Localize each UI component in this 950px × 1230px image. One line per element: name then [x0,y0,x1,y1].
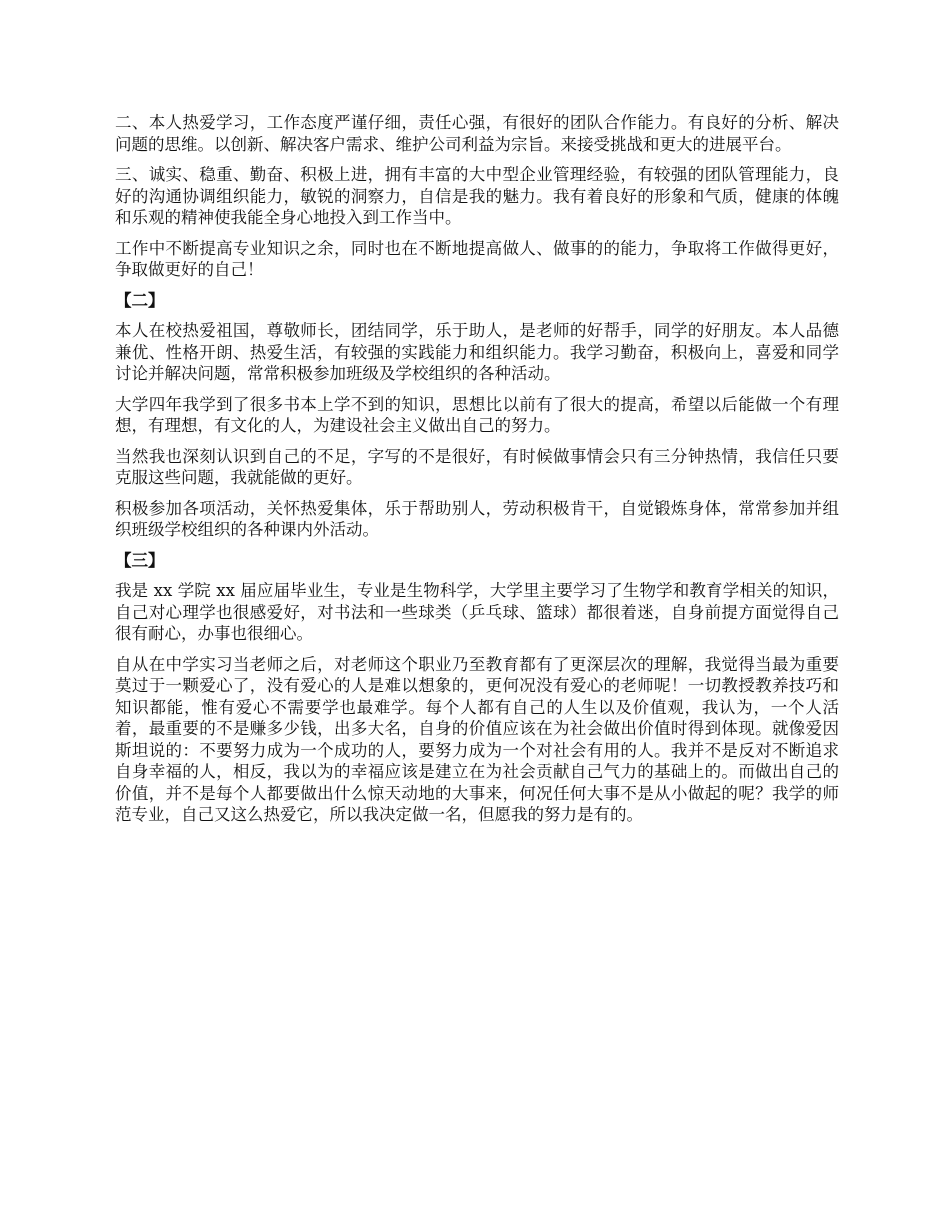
paragraph-work: 工作中不断提高专业知识之余，同时也在不断地提高做人、做事的的能力，争取将工作做得更好，争取做更好的自己！ [115,238,839,279]
section-heading-2: 【二】 [115,290,165,310]
paragraph-3: 三、诚实、稳重、勤奋、积极上进，拥有丰富的大中型企业管理经验，有较强的团队管理能力，良好的沟通协调组织能力，敏锐的洞察力，自信是我的魅力。我有着良好的形象和气质，健康的体魄和乐观的精神使我能全身心地投入到工作当中。 [115,165,839,227]
paragraph-graduate: 我是 xx 学院 xx 届应届毕业生，专业是生物科学，大学里主要学习了生物学和教育学相关的知识，自己对心理学也很感爱好，对书法和一些球类（乒乓球、篮球）都很着迷，自身前提方面觉得自己很有耐心，办事也很细心。 [115,581,839,643]
section-heading-3: 【三】 [115,550,165,570]
paragraph-activities: 积极参加各项活动，关怀热爱集体，乐于帮助别人，劳动积极肯干，自觉锻炼身体，常常参加并组织班级学校组织的各种课内外活动。 [115,498,839,539]
paragraph-2: 二、本人热爱学习，工作态度严谨仔细，责任心强，有很好的团队合作能力。有良好的分析、解决问题的思维。以创新、解决客户需求、维护公司利益为宗旨。来接受挑战和更大的进展平台。 [115,113,839,154]
paragraph-school: 本人在校热爱祖国，尊敬师长，团结同学，乐于助人，是老师的好帮手，同学的好朋友。本人品德兼优、性格开朗、热爱生活，有较强的实践能力和组织能力。我学习勤奋，积极向上，喜爱和同学讨论并解决问题，常常积极参加班级及学校组织的各种活动。 [115,321,839,383]
paragraph-shortcomings: 当然我也深刻认识到自己的不足，字写的不是很好，有时候做事情会只有三分钟热情，我信任只要克服这些问题，我就能做的更好。 [115,446,839,487]
document-page [115,112,839,835]
paragraph-university: 大学四年我学到了很多书本上学不到的知识，思想比以前有了很大的提高，希望以后能做一个有理想，有理想，有文化的人，为建设社会主义做出自己的努力。 [115,394,839,435]
paragraph-teaching: 自从在中学实习当老师之后，对老师这个职业乃至教育都有了更深层次的理解，我觉得当最为重要莫过于一颗爱心了，没有爱心的人是难以想象的，更何况没有爱心的老师呢！一切教授教养技巧和知识都能，惟有爱心不需要学也最难学。每个人都有自己的人生以及价值观，我认为，一个人活着，最重要的不是赚多少钱，出多大名，自身的价值应该在为社会做出价值时得到体现。就像爱因斯坦说的：不要努力成为一个成功的人，要努力成为一个对社会有用的人。我并不是反对不断追求自身幸福的人，相反，我以为的幸福应该是建立在为社会贡献自己气力的基础上的。而做出自己的价值，并不是每个人都要做出什么惊天动地的大事来，何况任何大事不是从小做起的呢？我学的师范专业，自己又这么热爱它，所以我决定做一名，但愿我的努力是有的。 [115,654,839,824]
